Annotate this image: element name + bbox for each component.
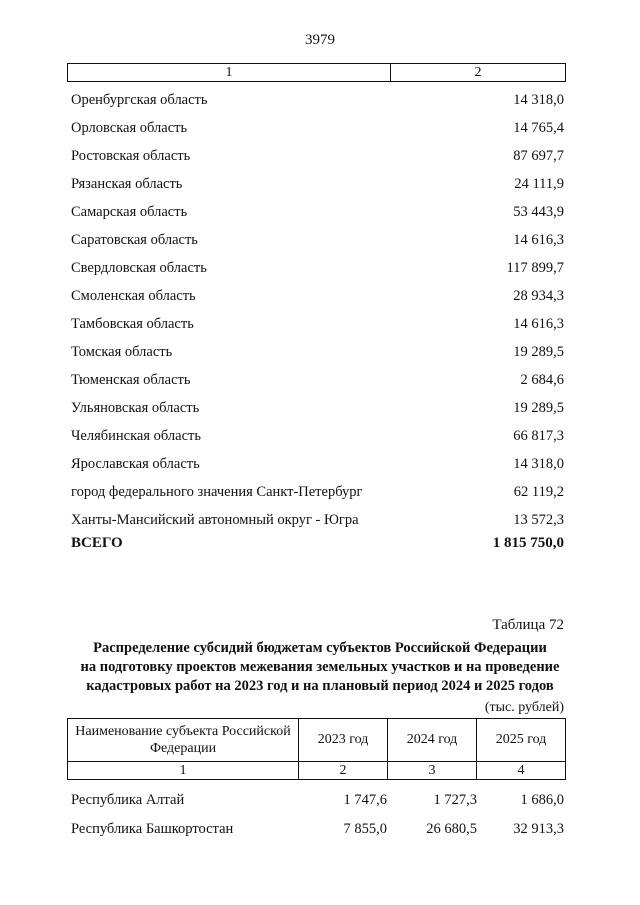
table1-header	[67, 63, 566, 82]
region-name: Челябинская область	[71, 427, 201, 444]
table-row	[71, 282, 564, 310]
region-name: Орловская область	[71, 119, 188, 136]
value-2024: 1 727,3	[433, 792, 477, 808]
table2-body	[71, 786, 566, 844]
value-2023: 7 855,0	[343, 821, 387, 837]
table-row	[71, 142, 564, 170]
region-name: Саратовская область	[71, 231, 198, 248]
region-value: 53 443,9	[513, 203, 564, 220]
table2-title	[70, 639, 570, 696]
table-row	[71, 815, 566, 844]
region-name: Ростовская область	[71, 147, 191, 164]
table-row	[71, 422, 564, 450]
region-value: 14 318,0	[513, 455, 564, 472]
value-2025: 1 686,0	[520, 792, 564, 808]
column-number: 4	[477, 762, 566, 780]
region-name: город федерального значения Санкт-Петербург	[71, 483, 363, 500]
table1-body	[71, 86, 564, 534]
table-row	[71, 338, 564, 366]
table-row	[71, 114, 564, 142]
region-value: 62 119,2	[513, 483, 564, 500]
table-row	[71, 170, 564, 198]
table-row	[71, 786, 566, 815]
units-label: (тыс. рублей)	[484, 700, 564, 715]
region-name: Свердловская область	[71, 259, 207, 276]
column-number: 1	[68, 762, 299, 780]
region-name: Рязанская область	[71, 175, 183, 192]
table-row	[71, 254, 564, 282]
region-value: 13 572,3	[513, 511, 564, 528]
page-number: 3979	[305, 32, 335, 48]
region-value: 14 616,3	[513, 315, 564, 332]
table-row	[71, 86, 564, 114]
header-year-2024: 2024 год	[388, 719, 477, 762]
region-value: 87 697,7	[513, 147, 564, 164]
region-name: Ханты-Мансийский автономный округ - Югра	[71, 511, 359, 528]
region-name: Республика Алтай	[71, 792, 185, 808]
region-name: Тамбовская область	[71, 315, 194, 332]
total-label: ВСЕГО	[71, 535, 123, 551]
region-value: 24 111,9	[514, 175, 564, 192]
total-value: 1 815 750,0	[492, 535, 564, 551]
table-row	[71, 226, 564, 254]
region-value: 19 289,5	[513, 399, 564, 416]
table2-header	[67, 718, 566, 780]
region-name: Оренбургская область	[71, 91, 208, 108]
column-number: 3	[388, 762, 477, 780]
region-value: 66 817,3	[513, 427, 564, 444]
region-name: Ульяновская область	[71, 399, 200, 416]
table-row	[71, 478, 564, 506]
table-row	[71, 450, 564, 478]
table1-header-col2: 2	[474, 65, 482, 80]
title-line: Распределение субсидий бюджетам субъектов Российской Федерации	[93, 640, 547, 656]
region-value: 14 616,3	[513, 231, 564, 248]
region-value: 19 289,5	[513, 343, 564, 360]
region-name: Республика Башкортостан	[71, 821, 234, 837]
region-name: Ярославская область	[71, 455, 200, 472]
region-value: 2 684,6	[520, 371, 564, 388]
column-number: 2	[299, 762, 388, 780]
header-year-2023: 2023 год	[299, 719, 388, 762]
title-line: кадастровых работ на 2023 год и на плановый период 2024 и 2025 годов	[86, 678, 554, 694]
table-row	[71, 310, 564, 338]
table-row	[71, 506, 564, 534]
table-caption: Таблица 72	[492, 617, 564, 633]
region-value: 14 765,4	[513, 119, 564, 136]
region-name: Тюменская область	[71, 371, 191, 388]
region-value: 117 899,7	[506, 259, 564, 276]
value-2024: 26 680,5	[426, 821, 477, 837]
table1-header-col1: 1	[68, 64, 391, 81]
region-name: Томская область	[71, 343, 173, 360]
header-subject-name: Наименование субъекта Российской Федерации	[68, 719, 299, 762]
region-name: Самарская область	[71, 203, 188, 220]
region-value: 28 934,3	[513, 287, 564, 304]
title-line: на подготовку проектов межевания земельных участков и на проведение	[80, 659, 560, 675]
table1-total-row	[71, 535, 564, 552]
table-row	[71, 366, 564, 394]
table-row	[71, 394, 564, 422]
region-value: 14 318,0	[513, 91, 564, 108]
value-2023: 1 747,6	[343, 792, 387, 808]
value-2025: 32 913,3	[513, 821, 564, 837]
table-row	[71, 198, 564, 226]
region-name: Смоленская область	[71, 287, 196, 304]
header-year-2025: 2025 год	[477, 719, 566, 762]
